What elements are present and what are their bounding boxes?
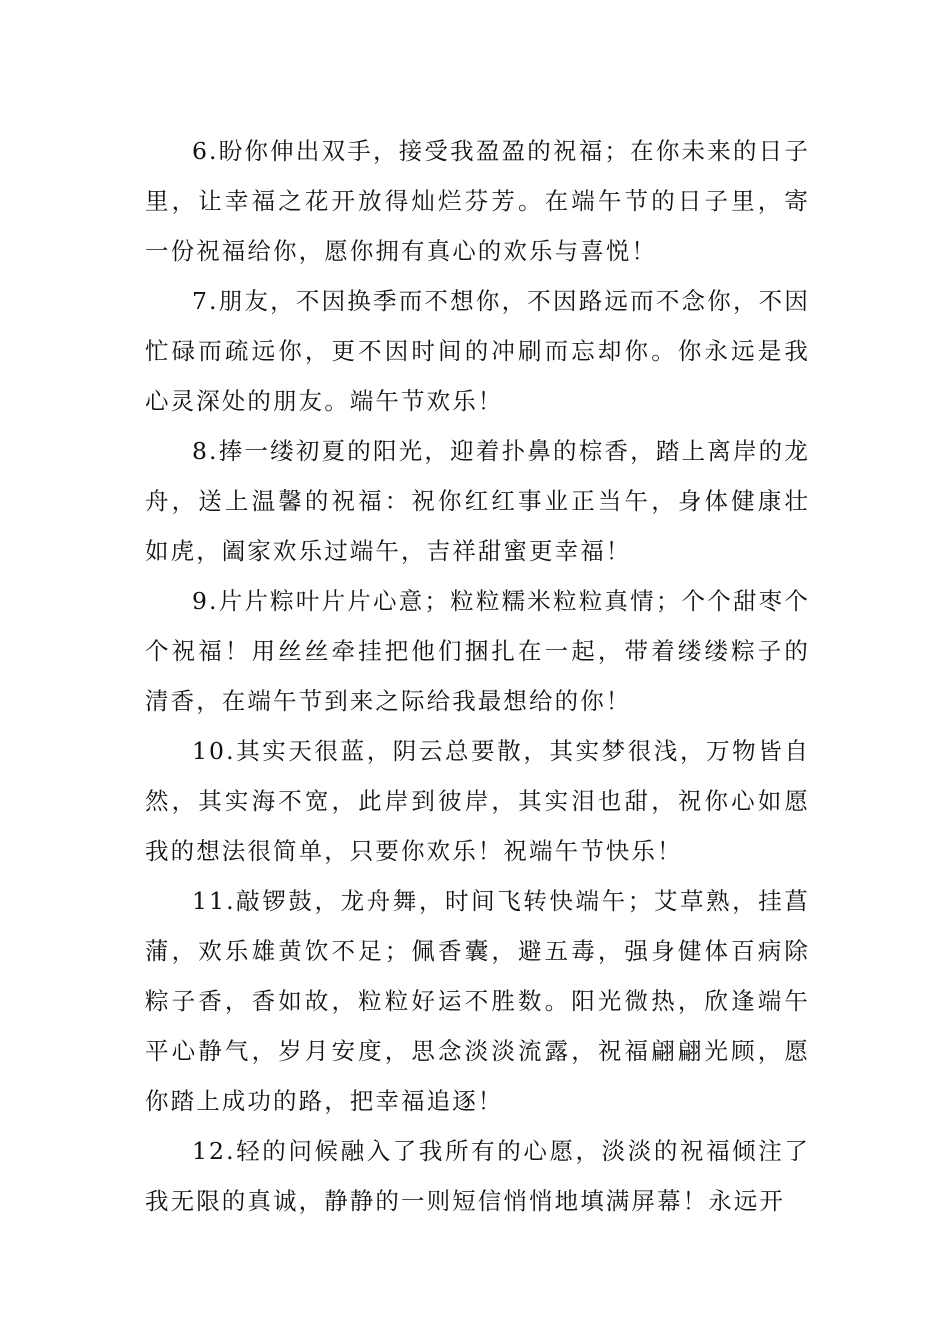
paragraph-12: 12.轻的问候融入了我所有的心愿，淡淡的祝福倾注了我无限的真诚，静静的一则短信悄悄地填满屏幕！永远开 xyxy=(145,1137,810,1215)
paragraph-10: 10.其实天很蓝，阴云总要散，其实梦很浅，万物皆自然，其实海不宽，此岸到彼岸，其实泪也甜，祝你心如愿我的想法很简单，只要你欢乐！祝端午节快乐！ xyxy=(145,737,810,865)
paragraph-6: 6.盼你伸出双手，接受我盈盈的祝福；在你未来的日子里，让幸福之花开放得灿烂芬芳。在端午节的日子里，寄一份祝福给你，愿你拥有真心的欢乐与喜悦！ xyxy=(145,137,810,265)
paragraph-9: 9.片片粽叶片片心意；粒粒糯米粒粒真情；个个甜枣个个祝福！用丝丝牵挂把他们捆扎在一起，带着缕缕粽子的清香，在端午节到来之际给我最想给的你！ xyxy=(145,587,810,715)
paragraph-7: 7.朋友，不因换季而不想你，不因路远而不念你，不因忙碌而疏远你，更不因时间的冲刷而忘却你。你永远是我心灵深处的朋友。端午节欢乐！ xyxy=(145,287,810,415)
paragraph-11: 11.敲锣鼓，龙舟舞，时间飞转快端午；艾草熟，挂菖蒲，欢乐雄黄饮不足；佩香囊，避五毒，强身健体百病除粽子香，香如故，粒粒好运不胜数。阳光微热，欣逢端午平心静气，岁月安度，思念淡淡流露，祝福翩翩光顾，愿你踏上成功的路，把幸福追逐！ xyxy=(145,887,810,1115)
document-body xyxy=(145,126,810,1226)
paragraph-8: 8.捧一缕初夏的阳光，迎着扑鼻的棕香，踏上离岸的龙舟，送上温馨的祝福：祝你红红事业正当午，身体健康壮如虎，阖家欢乐过端午，吉祥甜蜜更幸福！ xyxy=(145,437,810,565)
